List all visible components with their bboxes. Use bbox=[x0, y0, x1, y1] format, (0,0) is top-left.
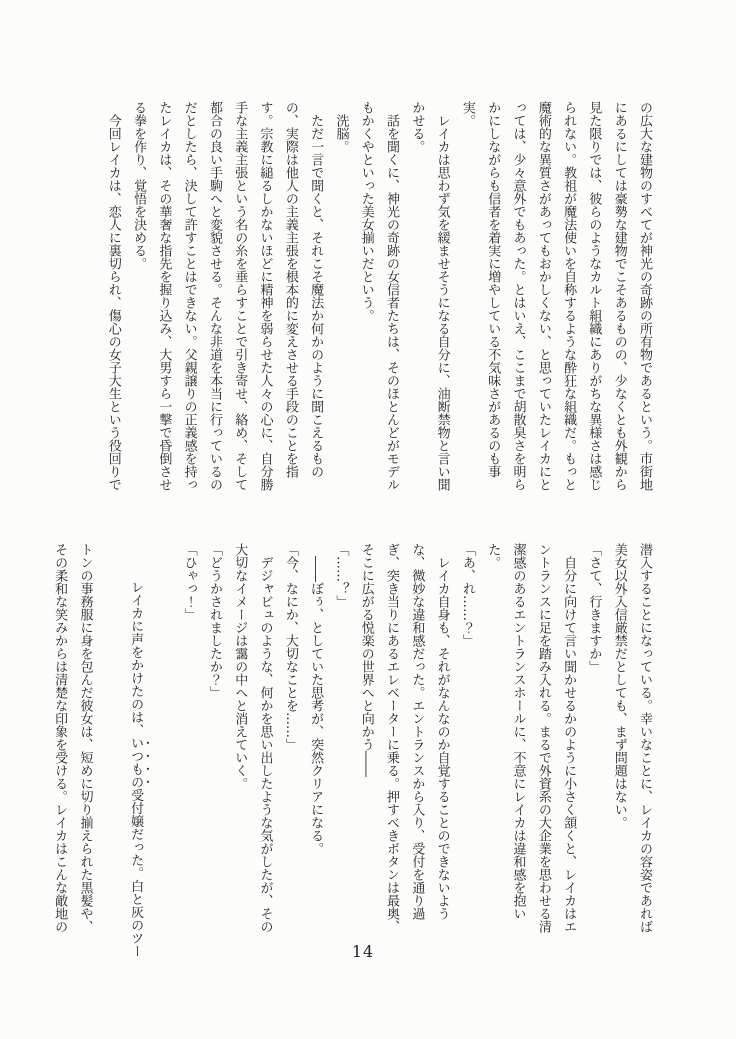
text-line: 見た限りでは、彼らのようなカルト組織にありがちな異様さは感じ bbox=[586, 101, 602, 491]
text-line: だとしたら、決して許すことはできない。父親譲りの正義感を持っ bbox=[181, 101, 197, 491]
text-line: 「あ、れ……？」 bbox=[459, 543, 475, 647]
text-line: 「今、なにか、大切なことを……」 bbox=[282, 543, 298, 751]
text-line: 「……？」 bbox=[333, 543, 349, 608]
text-line: 洗脳。 bbox=[333, 101, 349, 153]
text-line: の、実際は他人の主義主張を根本的に変えさせる手段のことを指 bbox=[282, 101, 298, 478]
text-line: っては、少々意外でもあった。とはいえ、ここまで胡散臭さを明ら bbox=[510, 101, 526, 491]
text-line: す。宗教に縋るしかないほどに精神を弱らせた人々の心に、自分勝 bbox=[257, 101, 273, 491]
text-line: た。 bbox=[485, 543, 501, 569]
text-line: 「どうかされましたか？」 bbox=[206, 543, 222, 699]
text-line: かせる。 bbox=[409, 101, 425, 153]
text-line: 「さて、行きますか」 bbox=[586, 543, 602, 673]
text-line: レイカ自身も、それがなんなのか自覚することのできないよう bbox=[434, 543, 450, 920]
text-block-top bbox=[100, 101, 657, 493]
text-line: 自分に向けて言い聞かせるかのように小さく頷くと、レイカはエ bbox=[561, 543, 577, 933]
text-line: そこに広がる悦楽の世界へと向かう―― bbox=[358, 543, 374, 777]
text-line: 実。 bbox=[459, 101, 475, 127]
text-line: 話を聞くに、神光の奇跡の女信者たちは、そのほとんどがモデル bbox=[384, 101, 400, 491]
text-line: 手な主義主張という名の糸を垂らすことで引き寄せ、絡め、そして bbox=[232, 101, 248, 491]
text-line: にあるにしては豪勢な建物でこそあるものの、少なくとも外観から bbox=[611, 101, 627, 491]
text-line: 大切なイメージは靄の中へと消えていく。 bbox=[232, 543, 248, 790]
text-line: 今回レイカは、恋人に裏切られ、傷心の女子大生という役回りで bbox=[105, 101, 121, 491]
text-line: かにしながらも信者を着実に増やしている不気味さがあるのも事 bbox=[485, 101, 501, 478]
text-line: もかくやといった美女揃いだという。 bbox=[358, 101, 374, 322]
text-line: ただ一言で聞くと、それこそ魔法か何かのように聞こえるもの bbox=[308, 101, 324, 478]
text-segment: レイカに声をかけたのは、 bbox=[128, 567, 144, 737]
text-line: トンの事務服に身を包んだ彼女は、短めに切り揃えられた黒髪や、 bbox=[77, 543, 93, 933]
text-line: たレイカは、その華奢な指先を握り込み、大男すら一撃で昏倒させ bbox=[156, 101, 172, 491]
text-line: その柔和な笑みからは清楚な印象を受ける。レイカはこんな敵地の bbox=[52, 543, 68, 933]
text-line: の広大な建物のすべてが神光の奇跡の所有物であるという。市街地 bbox=[637, 101, 652, 491]
text-line: 「ひゃっ！」 bbox=[181, 543, 197, 621]
text-line: 潔感のあるエントランスホールに、不意にレイカは違和感を抱い bbox=[510, 543, 526, 920]
text-line: 美女以外入信厳禁だとしても、まず問題はない。 bbox=[611, 543, 627, 829]
text-line: レイカは思わず気を緩ませそうになる自分に、油断禁物と言い聞 bbox=[434, 101, 450, 491]
text-line: ――ぼぅ、としていた思考が、突然クリアになる。 bbox=[308, 543, 324, 855]
text-line: 都合の良い手駒へと変貌させる。そんな非道を本当に行っているの bbox=[206, 101, 222, 491]
text-line: 潜入することになっている。幸いなことに、レイカの容姿であれば bbox=[637, 543, 652, 933]
text-line: られない。教祖が魔法使いを自称するような酔狂な組織だ。もっと bbox=[561, 101, 577, 491]
emphasized-text: いつもの bbox=[128, 736, 144, 789]
text-line: な、微妙な違和感だった。エントランスから入り、受付を通り過 bbox=[409, 543, 425, 920]
text-line: る拳を作り、覚悟を決める。 bbox=[131, 101, 147, 270]
text-line: デジャビュのような、何かを思い出したような気がしたが、その bbox=[257, 543, 273, 933]
page-number: 14 bbox=[351, 942, 375, 961]
text-line: 魔術的な異質さがあってもおかしくない、と思っていたレイカにと bbox=[535, 101, 551, 491]
text-line: ントランスに足を踏み入れる。まるで外資系の大企業を思わせる清 bbox=[535, 543, 551, 933]
text-line bbox=[97, 543, 176, 958]
text-line: ぎ、突き当りにあるエレベーターに乗る。押すべきボタンは最奥、 bbox=[384, 543, 400, 933]
text-segment: 受付嬢だった。白と灰のツー bbox=[128, 788, 144, 958]
